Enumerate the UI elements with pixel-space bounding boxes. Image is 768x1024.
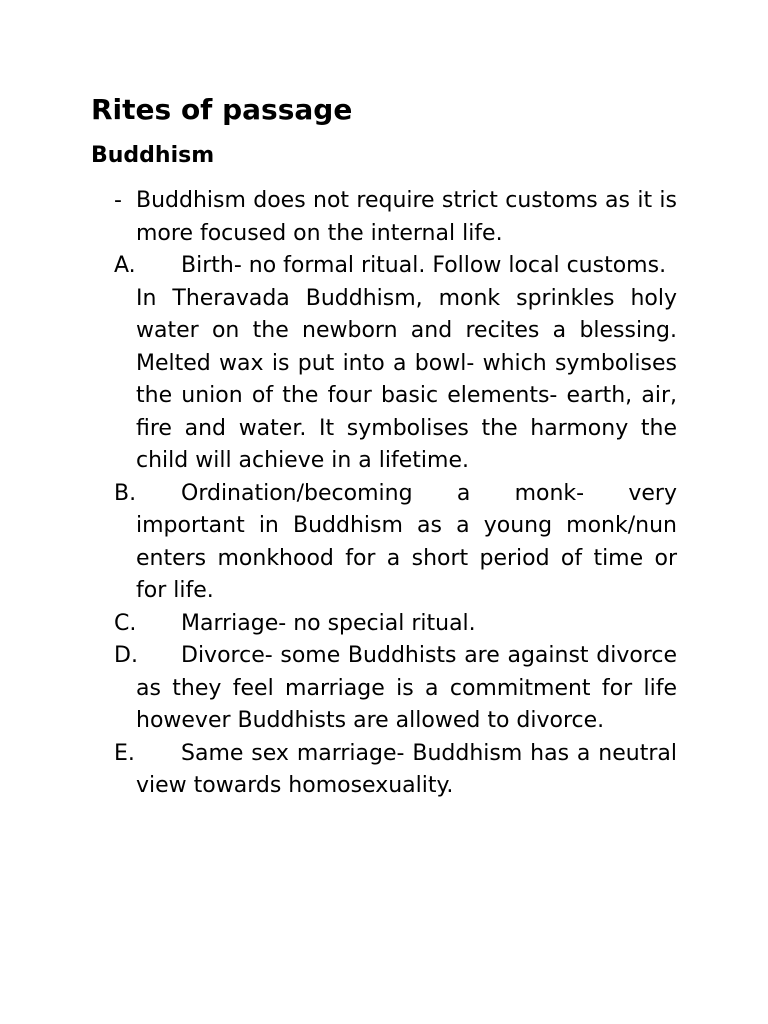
list-item-text: Birth- no formal ritual. Follow local customs. [181,253,667,278]
rites-list [91,185,677,803]
document-page [91,92,677,803]
list-item-same-sex-marriage [91,738,677,803]
list-item-ordination [91,478,677,608]
list-item-birth [91,250,677,478]
page-title: Rites of passage [91,93,353,126]
list-item-intro [91,185,677,250]
list-marker: A. [114,253,136,278]
list-marker: - [114,188,122,213]
list-item-text: Same sex marriage- Buddhism has a neutral view towards homosexuality. [136,740,677,798]
list-item-marriage [91,608,677,641]
list-item-text: Buddhism does not require strict customs as it is more focused on the internal life. [136,188,677,246]
list-marker: E. [114,740,135,766]
list-item-divorce [91,640,677,738]
list-item-paragraph: In Theravada Buddhism, monk sprinkles holy water on the newborn and recites a blessing. Melted wax is put into a bowl- which symbolises the union of the four basic elements- earth, air, fire and water. It symbolises the harmony the child will achieve in a lifetime. [136,285,677,473]
list-marker: C. [114,610,137,636]
list-item-text: Marriage- no special ritual. [181,610,476,636]
list-marker: D. [114,643,138,668]
list-marker: B. [114,480,137,506]
section-heading: Buddhism [91,143,215,168]
list-item-text: Divorce- some Buddhists are against divorce as they feel marriage is a commitment for life however Buddhists are allowed to divorce. [136,643,677,733]
list-item-text: Ordination/becoming a monk- very important in Buddhism as a young monk/nun enters monkhood for a short period of time or for life. [136,480,677,603]
